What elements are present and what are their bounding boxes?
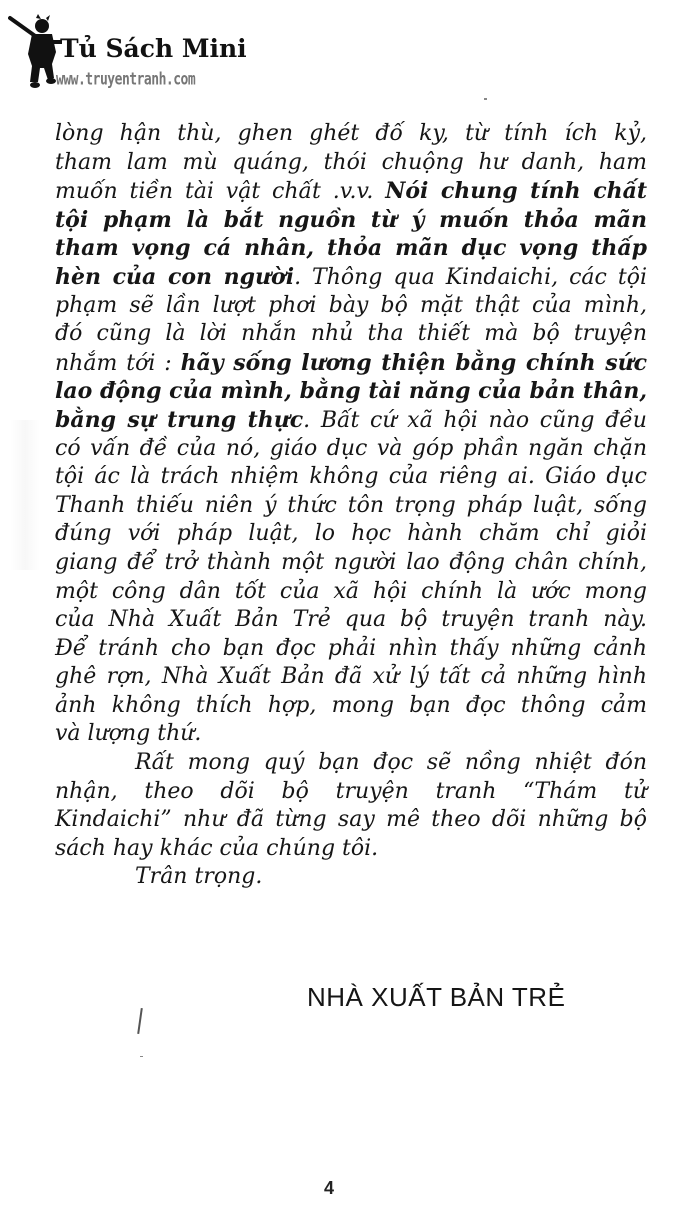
- text-line: [55, 549, 647, 578]
- body-text-segment: giang để trở thành một người lao động chân chính,: [55, 549, 647, 575]
- body-text-segment: Rất mong quý bạn đọc sẽ nồng nhiệt đón: [135, 750, 647, 776]
- text-line: [55, 806, 647, 835]
- text-line: [55, 349, 647, 378]
- watermark-logo: [8, 12, 247, 92]
- body-text-segment: và lượng thứ.: [55, 721, 202, 747]
- scan-speck: [484, 98, 487, 100]
- body-text-segment: của Nhà Xuất Bản Trẻ qua bộ truyện tranh này.: [55, 607, 647, 633]
- body-text-segment: có vấn đề của nó, giáo dục và góp phần ngăn chặn: [55, 435, 647, 461]
- emphasis-text: lao động của mình, bằng tài năng của bản thân,: [55, 378, 647, 405]
- body-text-segment: Trân trọng.: [135, 864, 263, 890]
- publisher-signature: NHÀ XUẤT BẢN TRẺ: [307, 982, 566, 1012]
- text-line: [55, 149, 647, 178]
- text-line: [55, 492, 647, 521]
- body-text-segment: tham lam mù quáng, thói chuộng hư danh, ham: [55, 149, 647, 175]
- text-line: [55, 292, 647, 321]
- text-line: [55, 606, 647, 635]
- watermark-title: Tủ Sách Mini: [60, 34, 247, 63]
- text-line: [55, 692, 647, 721]
- text-line: [55, 663, 647, 692]
- emphasis-text: bằng sự trung thực: [55, 406, 304, 433]
- text-line: [55, 749, 647, 778]
- emphasis-text: hèn của con người: [55, 263, 295, 290]
- scan-mark: [137, 1008, 143, 1034]
- page-number: 4: [324, 1178, 335, 1198]
- emphasis-text: tội phạm là bắt nguồn từ ý muốn thỏa mãn: [55, 206, 647, 233]
- body-text-segment: đúng với pháp luật, lo học hành chăm chỉ giỏi: [55, 521, 647, 547]
- body-text-segment: nhận, theo dõi bộ truyện tranh “Thám tử: [55, 778, 647, 804]
- text-line: [55, 177, 647, 206]
- body-text-segment: đó cũng là lời nhắn nhủ tha thiết mà bộ truyện: [55, 321, 647, 347]
- text-line: [55, 720, 647, 749]
- text-line: [55, 835, 647, 864]
- body-text-segment: muốn tiền tài vật chất .v.v.: [55, 179, 386, 205]
- body-text-segment: nhắm tới :: [55, 350, 181, 376]
- text-line: [55, 263, 647, 292]
- emphasis-text: Nói chung tính chất: [385, 178, 647, 205]
- scan-shading: [10, 420, 40, 570]
- emphasis-text: tham vọng cá nhân, thỏa mãn dục vọng thấp: [55, 235, 647, 262]
- text-line: [55, 234, 647, 263]
- watermark-url: www.truyentranh.com: [56, 70, 196, 90]
- body-text-segment: phạm sẽ lần lượt phơi bày bộ mặt thật của mình,: [55, 292, 647, 318]
- body-text-segment: một công dân tốt của xã hội chính là ước mong: [55, 578, 647, 604]
- text-line: [55, 578, 647, 607]
- emphasis-text: hãy sống lương thiện bằng chính sức: [180, 349, 647, 376]
- body-text-segment: . Bất cứ xã hội nào cũng đều: [303, 407, 647, 433]
- body-text: [55, 120, 647, 892]
- body-text-segment: Thanh thiếu niên ý thức tôn trọng pháp luật, sống: [55, 492, 647, 518]
- text-line: [55, 406, 647, 435]
- text-line: [55, 635, 647, 664]
- text-line: [55, 120, 647, 149]
- text-line: [55, 377, 647, 406]
- text-line: [55, 206, 647, 235]
- text-line: [55, 520, 647, 549]
- text-line: [55, 863, 647, 892]
- body-text-segment: lòng hận thù, ghen ghét đố ky, từ tính ích kỷ,: [55, 121, 647, 146]
- body-text-segment: Để tránh cho bạn đọc phải nhìn thấy những cảnh: [55, 635, 647, 661]
- scan-speck: [140, 1056, 143, 1057]
- text-line: [55, 463, 647, 492]
- body-text-segment: Kindaichi” như đã từng say mê theo dõi những bộ: [55, 807, 647, 833]
- body-text-segment: . Thông qua Kindaichi, các tội: [294, 264, 647, 290]
- text-line: [55, 435, 647, 464]
- body-text-segment: ghê rợn, Nhà Xuất Bản đã xử lý tất cả những hình: [55, 664, 647, 690]
- body-text-segment: sách hay khác của chúng tôi.: [55, 835, 379, 861]
- body-text-segment: ảnh không thích hợp, mong bạn đọc thông cảm: [55, 692, 647, 718]
- body-text-segment: tội ác là trách nhiệm không của riêng ai. Giáo dục: [55, 464, 647, 490]
- text-line: [55, 320, 647, 349]
- text-line: [55, 778, 647, 807]
